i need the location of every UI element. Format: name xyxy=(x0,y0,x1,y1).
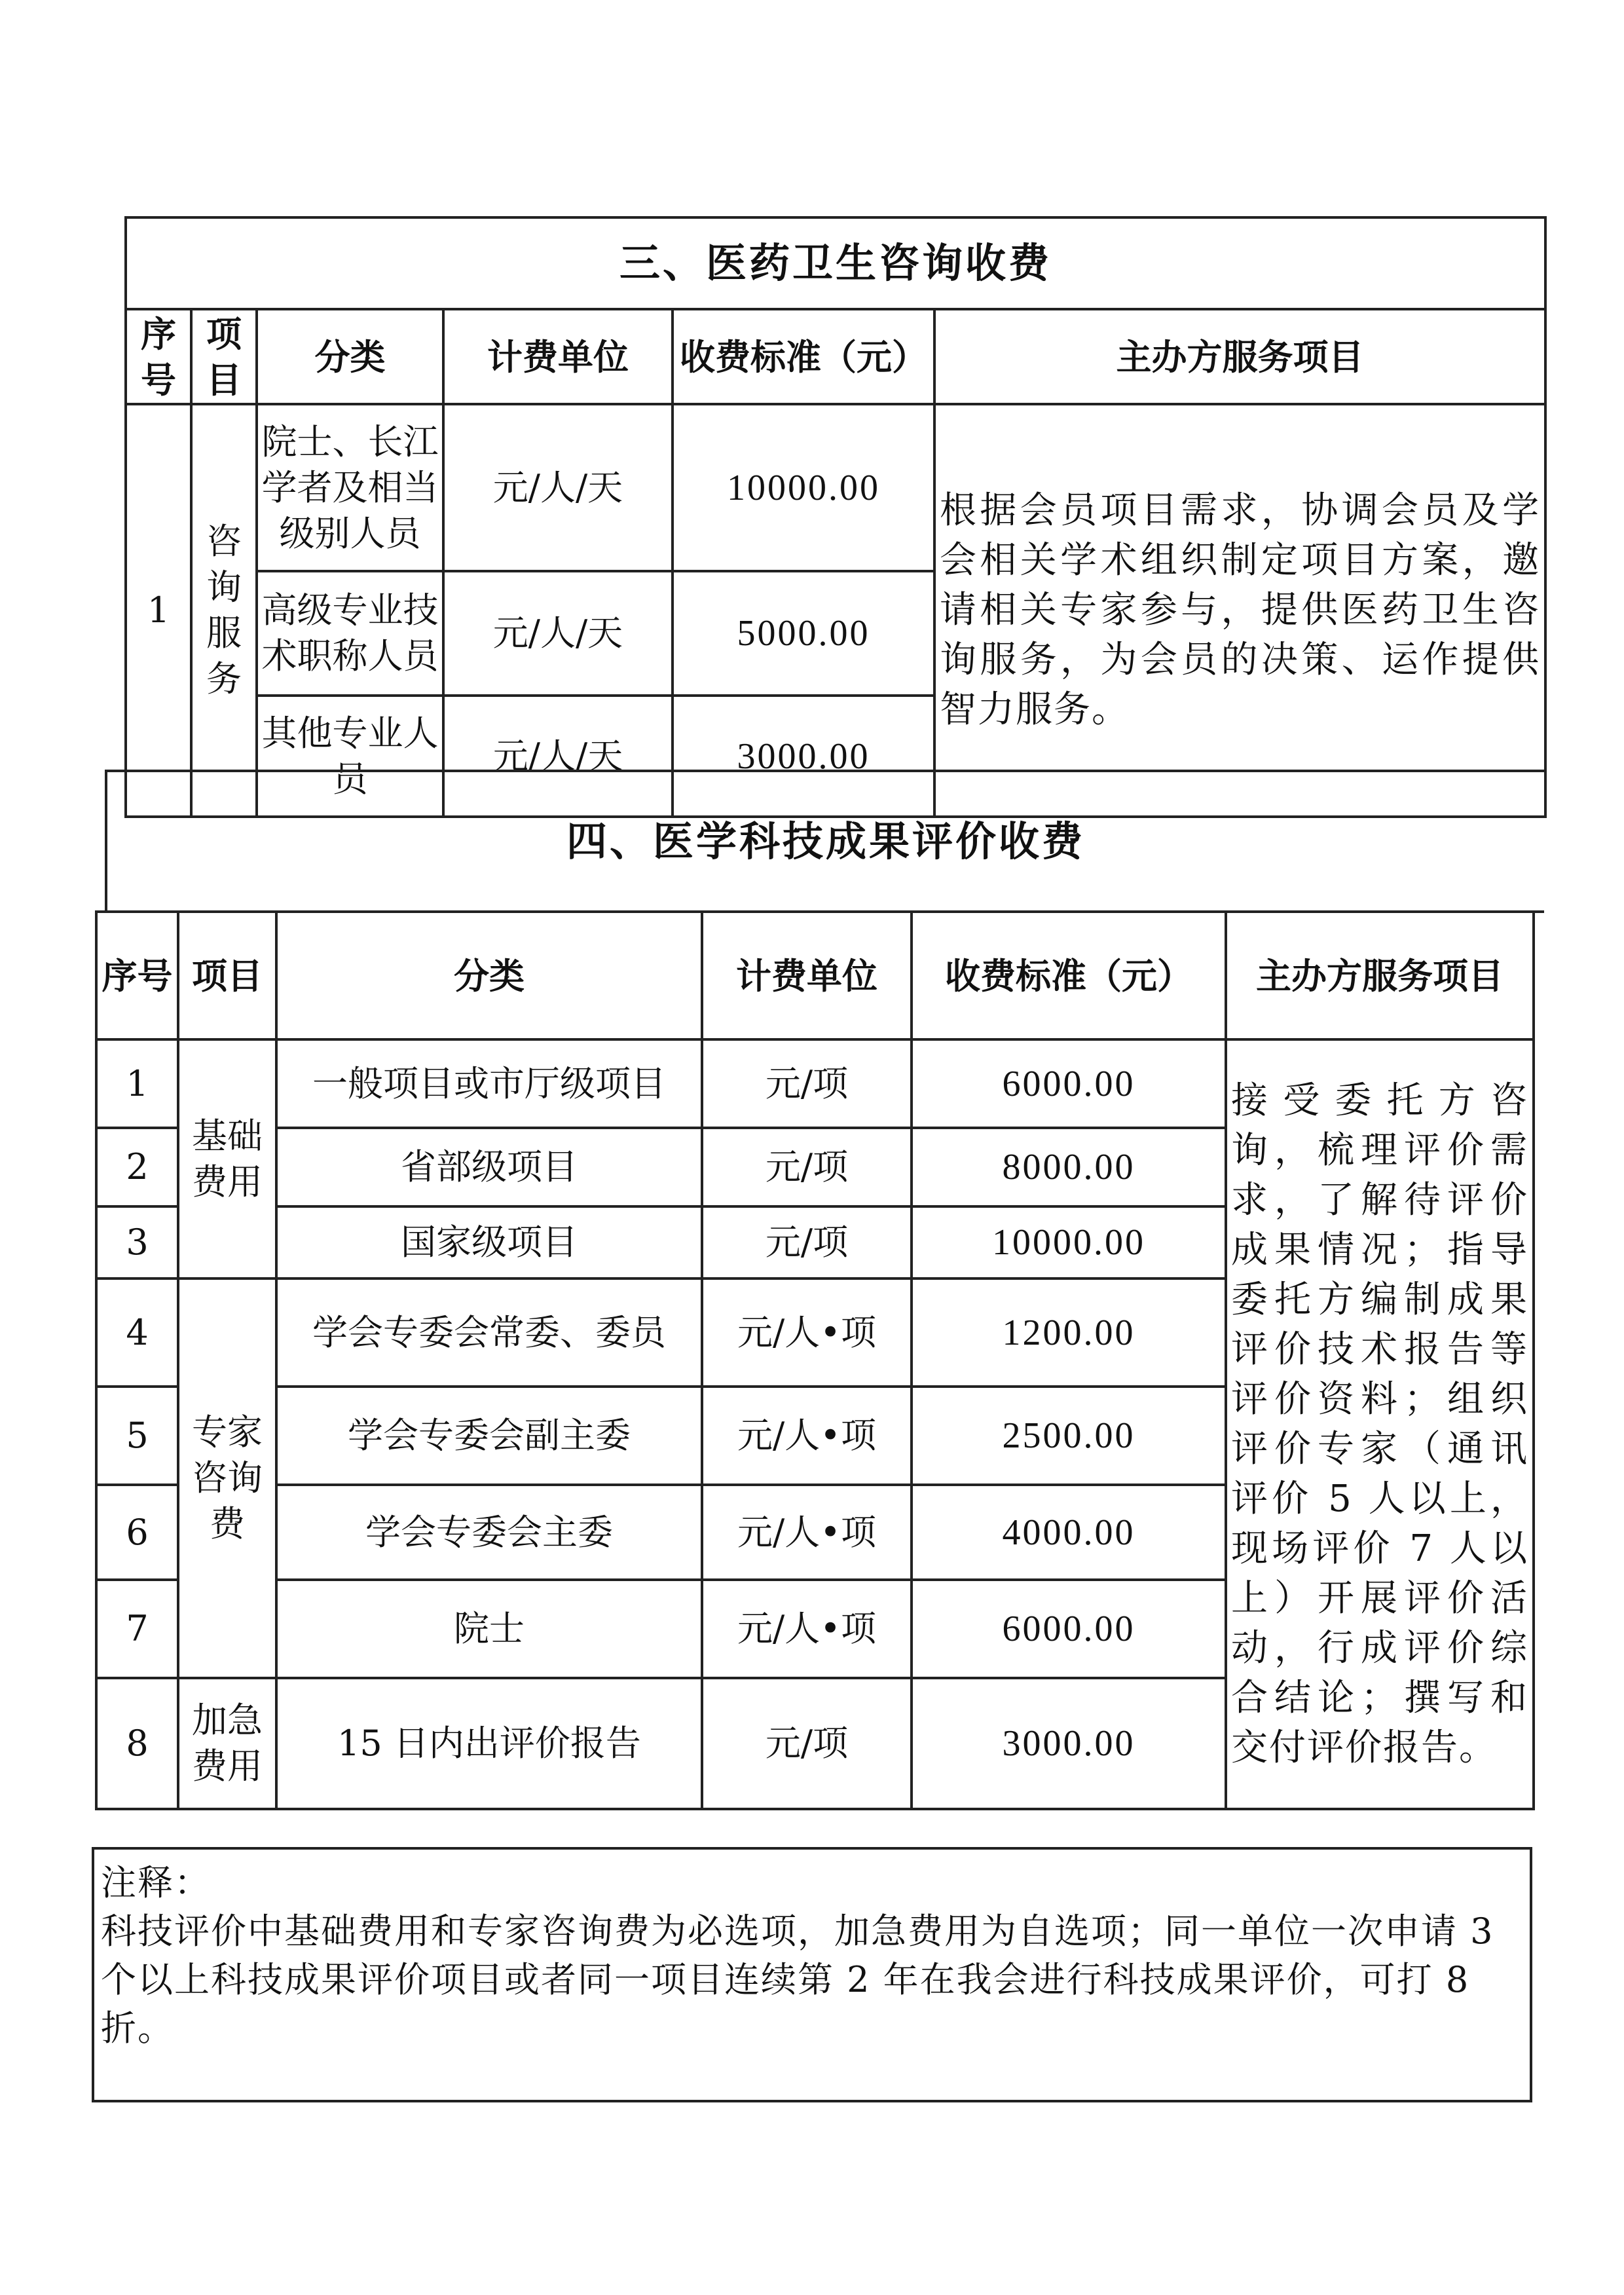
unit-cell: 元/人/天 xyxy=(443,404,673,571)
category-cell: 国家级项目 xyxy=(276,1206,702,1278)
row-seq: 2 xyxy=(96,1128,178,1206)
unit-cell: 元/人•项 xyxy=(702,1278,912,1387)
unit-cell: 元/项 xyxy=(702,1039,912,1128)
category-cell: 15 日内出评价报告 xyxy=(276,1678,702,1809)
section3-title: 三、医药卫生咨询收费 xyxy=(126,217,1545,309)
header-category: 分类 xyxy=(257,309,443,404)
category-cell: 学会专委会副主委 xyxy=(276,1387,702,1485)
evaluation-fee-table xyxy=(95,910,1535,1810)
note-box xyxy=(92,1847,1532,2102)
row-seq: 1 xyxy=(96,1039,178,1128)
row-seq: 3 xyxy=(96,1206,178,1278)
consulting-fee-table xyxy=(124,216,1547,818)
header-unit: 计费单位 xyxy=(702,912,912,1039)
unit-cell: 元/项 xyxy=(702,1678,912,1809)
group-urgent: 加急费用 xyxy=(178,1678,276,1809)
unit-cell: 元/项 xyxy=(702,1206,912,1278)
note-label: 注释： xyxy=(101,1862,211,1903)
header-seq: 序号 xyxy=(96,912,178,1039)
header-item: 项目 xyxy=(178,912,276,1039)
unit-cell: 元/人/天 xyxy=(443,696,673,817)
row-seq: 6 xyxy=(96,1485,178,1580)
row-seq: 5 xyxy=(96,1387,178,1485)
note-text: 科技评价中基础费用和专家咨询费为必选项，加急费用为自选项；同一单位一次申请 3 个以上科技成果评价项目或者同一项目连续第 2 年在我会进行科技成果评价，可打 8 折。 xyxy=(101,1911,1494,2049)
service-description: 根据会员项目需求，协调会员及学会相关学术组织制定项目方案，邀请相关专家参与，提供医药卫生咨询服务，为会员的决策、运作提供智力服务。 xyxy=(934,404,1545,817)
category-cell: 院士 xyxy=(276,1580,702,1678)
fee-cell: 1200.00 xyxy=(912,1278,1226,1387)
fee-cell: 6000.00 xyxy=(912,1039,1226,1128)
unit-cell: 元/人/天 xyxy=(443,571,673,696)
fee-cell: 5000.00 xyxy=(673,571,934,696)
category-cell: 院士、长江学者及相当级别人员 xyxy=(257,404,443,571)
unit-cell: 元/人•项 xyxy=(702,1580,912,1678)
row-seq: 1 xyxy=(126,404,191,817)
header-unit: 计费单位 xyxy=(443,309,673,404)
group-expert: 专家咨询费 xyxy=(178,1278,276,1678)
section4-title: 四、医学科技成果评价收费 xyxy=(106,771,1544,912)
header-item: 项目 xyxy=(191,309,257,404)
section4-title-box xyxy=(105,770,1544,913)
row-item: 咨询服务 xyxy=(191,404,257,817)
unit-cell: 元/人•项 xyxy=(702,1387,912,1485)
row-seq: 4 xyxy=(96,1278,178,1387)
header-fee: 收费标准（元） xyxy=(912,912,1226,1039)
header-seq: 序号 xyxy=(126,309,191,404)
row-seq: 8 xyxy=(96,1678,178,1809)
row-seq: 7 xyxy=(96,1580,178,1678)
fee-cell: 6000.00 xyxy=(912,1580,1226,1678)
fee-cell: 8000.00 xyxy=(912,1128,1226,1206)
category-cell: 学会专委会常委、委员 xyxy=(276,1278,702,1387)
category-cell: 一般项目或市厅级项目 xyxy=(276,1039,702,1128)
group-basic: 基础费用 xyxy=(178,1039,276,1278)
category-cell: 高级专业技术职称人员 xyxy=(257,571,443,696)
header-fee: 收费标准（元） xyxy=(673,309,934,404)
service-description: 接受委托方咨询，梳理评价需求，了解待评价成果情况；指导委托方编制成果评价技术报告等评价资料；组织评价专家（通讯评价 5 人以上，现场评价 7 人以上）开展评价活动，行成评价综合结论；撰写和交付评价报告。 xyxy=(1226,1039,1534,1809)
category-cell: 省部级项目 xyxy=(276,1128,702,1206)
category-cell: 其他专业人员 xyxy=(257,696,443,817)
fee-cell: 10000.00 xyxy=(912,1206,1226,1278)
header-service: 主办方服务项目 xyxy=(1226,912,1534,1039)
fee-cell: 2500.00 xyxy=(912,1387,1226,1485)
fee-cell: 3000.00 xyxy=(912,1678,1226,1809)
unit-cell: 元/项 xyxy=(702,1128,912,1206)
header-service: 主办方服务项目 xyxy=(934,309,1545,404)
fee-cell: 3000.00 xyxy=(673,696,934,817)
fee-cell: 10000.00 xyxy=(673,404,934,571)
category-cell: 学会专委会主委 xyxy=(276,1485,702,1580)
header-category: 分类 xyxy=(276,912,702,1039)
unit-cell: 元/人•项 xyxy=(702,1485,912,1580)
fee-cell: 4000.00 xyxy=(912,1485,1226,1580)
